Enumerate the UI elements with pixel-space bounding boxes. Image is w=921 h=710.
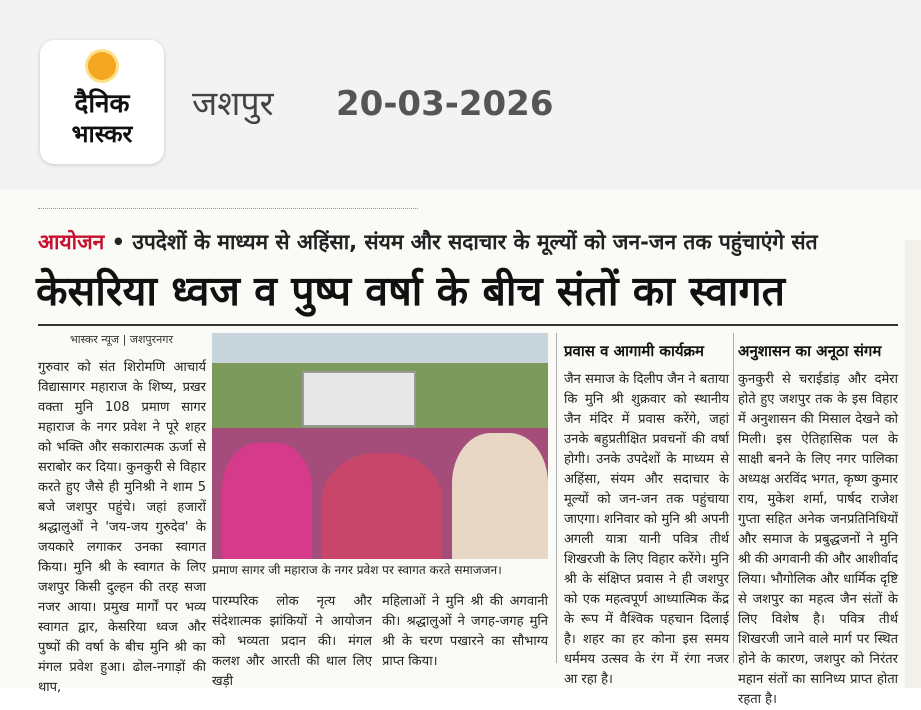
- article-column-4: कुनकुरी से चराईडांड़ और दमेरा होते हुए जशपुर तक के इस विहार में अनुशासन की मिसाल देखने को मिली। इस ऐतिहासिक पल के साक्षी बनने के लिए नगर पालिका अध्यक्ष अरविंद भगत, कृष्ण कुमार राय, मुकेश शर्मा, पार्षद राजेश गुप्ता सहित अनेक जनप्रतिनिधियों और समाज के प्रबुद्धजनों ने मुनि श्री की अगवानी की और आशीर्वाद लिया। भौगोलिक और धार्मिक दृष्टि से जशपुर का महत्व जैन संतों के लिए विशेष है। पवित्र तीर्थ शिखरजी जाने वाले मार्ग पर स्थित होने के कारण, जशपुर को निरंतर महान संतों का सानिध्य प्राप्त होता रहता है।: [738, 372, 898, 707]
- logo-text-line1: दैनिक: [74, 89, 130, 119]
- top-cropped-strip: [38, 198, 418, 209]
- edition-date: 20-03-2026: [336, 84, 554, 124]
- article-byline: भास्कर न्यूज | जशपुरनगर: [70, 333, 173, 346]
- column-4-heading: अनुशासन का अनूठा संगम: [738, 342, 882, 360]
- photo-crowd-figure: [222, 443, 312, 559]
- article-column-1: गुरुवार को संत शिरोमणि आचार्य विद्यासागर महाराज के शिष्य, प्रखर वक्ता मुनि 108 प्रमाण सागर महाराज के नगर प्रवेश ने पूरे शहर को भक्ति और सकारात्मक ऊर्जा से सराबोर कर दिया। कुनकुरी से विहार करते हुए जैसे ही मुनिश्री ने शाम 5 बजे जशपुर पहुंचे। जहां हजारों श्रद्धालुओं ने 'जय-जय गुरुदेव' के जयकारे लगाकर उनका स्वागत किया। मुनि श्री के स्वागत के लिए जशपुर किसी दुल्हन की तरह सजा नजर आया। प्रमुख मार्गों पर भव्य स्वागत द्वार, केसरिया ध्वज और पुष्पों की वर्षा के बीच मुनि श्री का मंगल प्रवेश हुआ। ढोल-नगाड़ों की थाप,: [38, 360, 206, 695]
- column-divider: [556, 333, 557, 663]
- article-column-2b: महिलाओं ने मुनि श्री की अगवानी की। श्रद्धालुओं ने जगह-जगह मुनि श्री के चरण पखारने का सौभाग्य प्राप्त किया।: [382, 594, 548, 669]
- sun-icon: [88, 52, 116, 80]
- photo-banner: [302, 371, 416, 427]
- kicker-bullet: •: [111, 230, 133, 254]
- photo-crowd-figure: [322, 453, 442, 559]
- photo-crowd-figure: [452, 433, 548, 559]
- headline-rule: [38, 324, 898, 326]
- article-column-2a: पारम्परिक लोक नृत्य और संदेशात्मक झांकियों ने आयोजन को भव्यता प्रदान की। मंगल कलश और आरती की थाल लिए खड़ी: [212, 594, 372, 689]
- kicker-text: उपदेशों के माध्यम से अहिंसा, संयम और सदाचार के मूल्यों को जन-जन तक पहुंचाएंगे संत: [132, 230, 818, 254]
- article-headline: केसरिया ध्वज व पुष्प वर्षा के बीच संतों का स्वागत: [36, 267, 785, 315]
- photo-caption: प्रमाण सागर जी महाराज के नगर प्रवेश पर स्वागत करते समाजजन।: [212, 563, 502, 577]
- dainik-bhaskar-logo[interactable]: [40, 40, 164, 164]
- article-photo: [212, 333, 548, 559]
- article-column-3: जैन समाज के दिलीप जैन ने बताया कि मुनि श्री शुक्रवार को स्थानीय जैन मंदिर में प्रवास करेंगे, जहां उनके बहुप्रतीक्षित प्रवचनों की वर्षा होगी। उनके उपदेशों के माध्यम से अहिंसा, संयम और सदाचार के मूल्यों को जन-जन तक पहुंचाया जाएगा। शनिवार को मुनि श्री अपनी अगली यात्रा यानी पवित्र तीर्थ शिखरजी के लिए विहार करेंगे। मुनि श्री के संक्षिप्त प्रवास ने ही जशपुर को एक महत्वपूर्ण आध्यात्मिक केंद्र के रूप में वैश्विक पहचान दिलाई है। शहर का हर कोना इस समय धर्ममय उत्सव के रंग में रंगा नजर आ रहा है।: [564, 372, 729, 687]
- column-3-heading: प्रवास व आगामी कार्यक्रम: [564, 342, 705, 360]
- logo-text-line2: भास्कर: [71, 120, 133, 148]
- adjacent-article-edge: [905, 240, 921, 688]
- app-header: [0, 0, 921, 190]
- column-divider: [733, 333, 734, 663]
- edition-city: जशपुर: [192, 84, 274, 124]
- kicker-tag: आयोजन: [38, 230, 105, 254]
- article-kicker: [38, 228, 818, 256]
